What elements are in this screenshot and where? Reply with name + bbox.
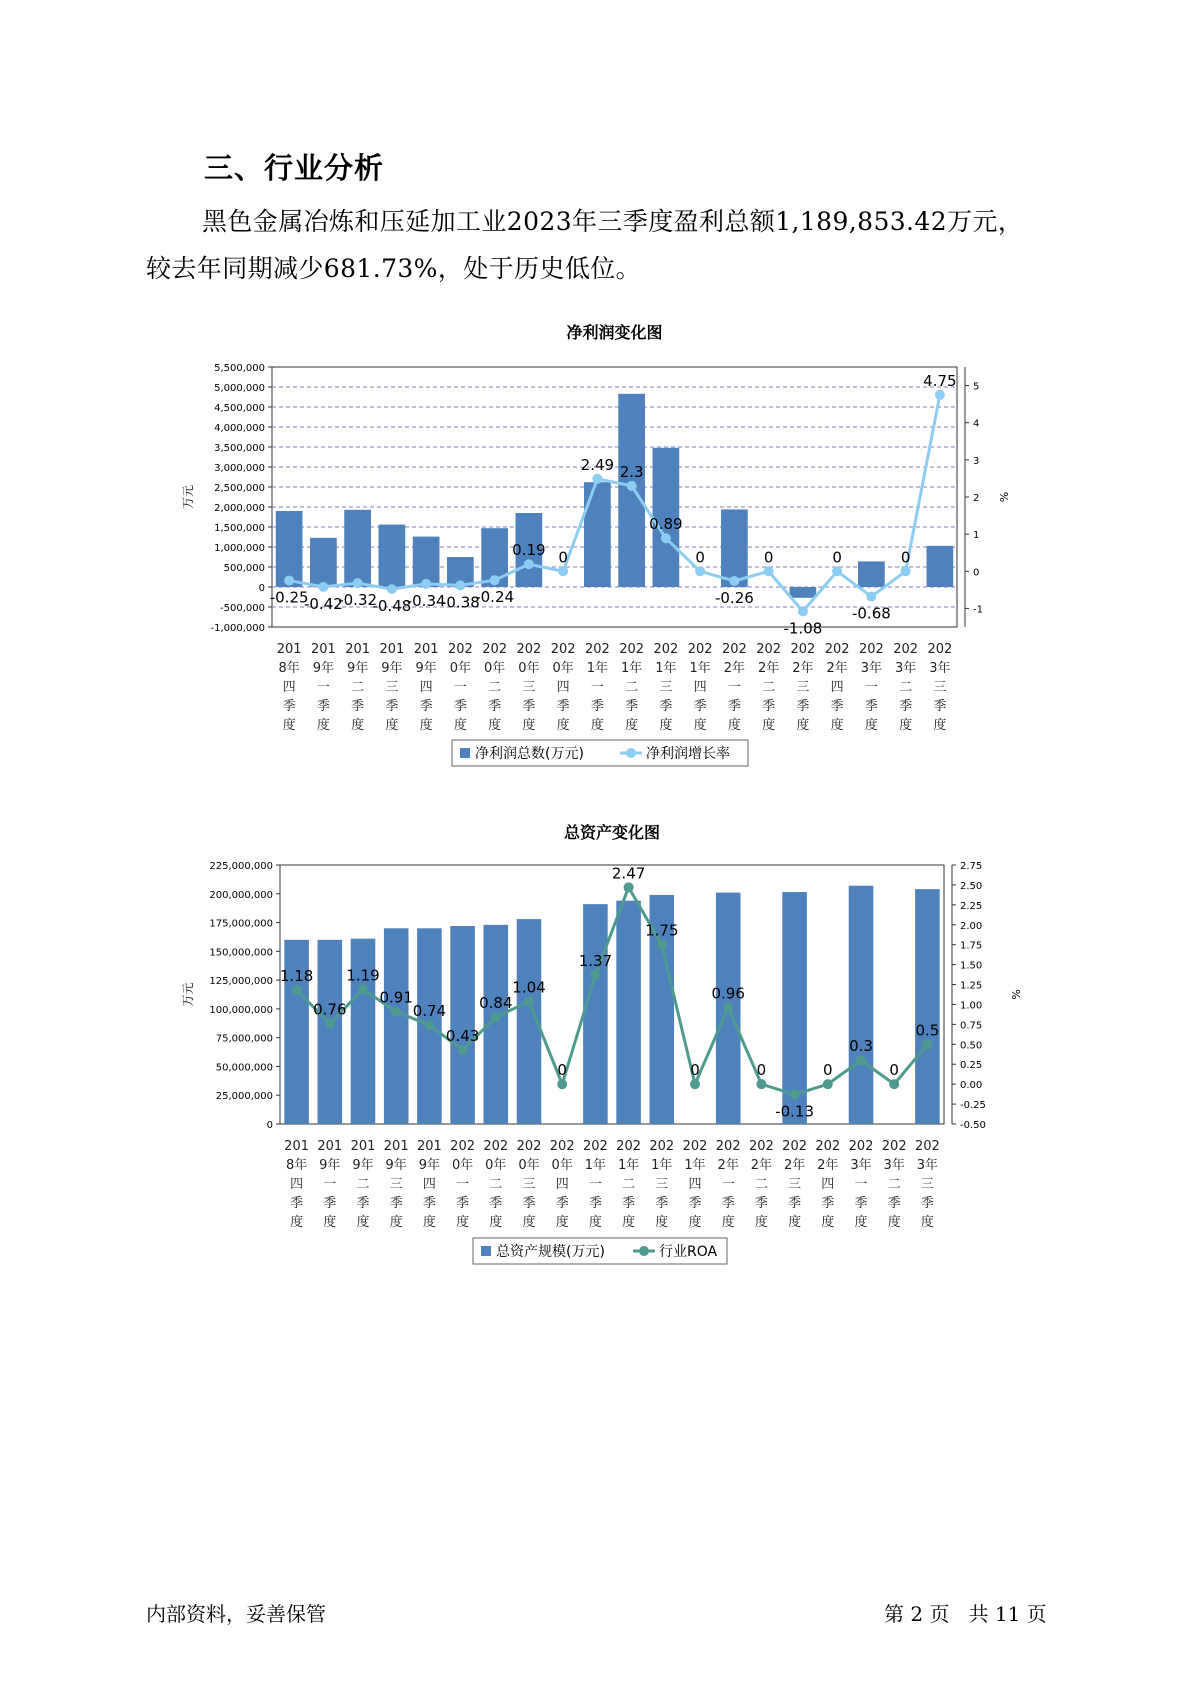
category-label-12: 202 1年三季度 <box>653 642 679 733</box>
category-label-3: 201 9年二季度 <box>350 1139 376 1230</box>
category-label-6: 202 0年一季度 <box>447 642 473 733</box>
y-tick-label: 200,000,000 <box>209 889 273 901</box>
legend-line-label: 净利润增长率 <box>646 746 730 762</box>
y2-tick-label: 2.50 <box>960 880 983 892</box>
line-point-10 <box>590 970 600 980</box>
y2-tick-label: 1.50 <box>960 960 983 972</box>
data-label-15: 0 <box>763 548 774 567</box>
bar-16 <box>782 892 807 1124</box>
category-label-2: 201 9年一季度 <box>317 1139 343 1230</box>
data-label-7: 0.84 <box>479 994 513 1013</box>
y2-tick-label: 5 <box>973 381 980 393</box>
bar-10 <box>583 904 608 1124</box>
data-label-15: 0 <box>756 1061 767 1080</box>
data-label-7: -0.24 <box>475 588 515 607</box>
data-label-10: 2.49 <box>580 455 615 474</box>
y2-tick-label: 1.00 <box>960 1000 983 1012</box>
line-point-14 <box>723 1003 733 1013</box>
category-label-13: 202 1年四季度 <box>682 1139 708 1230</box>
summary-paragraph: 黑色金属冶炼和压延加工业2023年三季度盈利总额1,189,853.42万元，较去年同期减少681.73%，处于历史低位。 <box>146 207 1024 283</box>
section-heading: 三、行业分析 <box>204 151 385 185</box>
y2-tick-label: 3 <box>973 455 980 467</box>
data-label-10: 1.37 <box>578 951 613 970</box>
category-label-14: 202 2年一季度 <box>715 1139 741 1230</box>
chart-title: 总资产变化图 <box>563 823 661 842</box>
y2-tick-label: 2.25 <box>960 900 983 912</box>
data-label-16: -0.13 <box>775 1102 815 1121</box>
y-tick-label: 100,000,000 <box>209 1004 273 1016</box>
y-tick-label: 2,000,000 <box>214 503 265 514</box>
y2-tick-label: 1.75 <box>960 940 983 952</box>
y2-tick-label: 0.00 <box>960 1080 983 1092</box>
line-point-9 <box>557 1079 567 1089</box>
bar-11 <box>616 901 641 1124</box>
category-label-14: 202 2年一季度 <box>721 642 747 733</box>
data-label-1: 1.18 <box>279 967 314 986</box>
y-tick-label: 3,500,000 <box>214 443 265 454</box>
data-label-17: 0 <box>823 1061 833 1080</box>
y-tick-label: 125,000,000 <box>209 976 273 988</box>
data-label-1: -0.25 <box>269 588 309 607</box>
line-point-19 <box>889 1079 899 1089</box>
data-label-14: 0.96 <box>711 984 745 1003</box>
line-point-2 <box>325 1019 335 1029</box>
data-label-2: 0.76 <box>313 1000 347 1019</box>
legend-bar-label: 总资产规模(万元) <box>496 1244 605 1260</box>
y2-axis-label: % <box>1009 989 1022 1000</box>
y-tick-label: 0 <box>258 583 265 594</box>
y-tick-label: 5,000,000 <box>214 383 265 394</box>
category-label-9: 202 0年四季度 <box>550 642 576 733</box>
y-tick-label: 225,000,000 <box>209 861 273 872</box>
category-label-19: 202 3年二季度 <box>893 642 919 733</box>
category-label-18: 202 3年一季度 <box>858 642 884 733</box>
y-tick-label: -1,000,000 <box>210 623 265 634</box>
data-label-6: 0.43 <box>445 1026 480 1045</box>
y-tick-label: 4,500,000 <box>214 403 265 414</box>
category-label-17: 202 2年四季度 <box>824 642 850 733</box>
data-label-4: -0.48 <box>372 597 412 616</box>
category-label-8: 202 0年三季度 <box>516 642 542 733</box>
line-point-4 <box>391 1007 401 1017</box>
line-point-20 <box>922 1039 932 1049</box>
data-label-14: -0.26 <box>714 588 754 607</box>
bar-18 <box>849 886 874 1124</box>
category-label-1: 201 8年四季度 <box>284 1139 310 1230</box>
category-label-1: 201 8年四季度 <box>276 642 302 733</box>
y2-tick-label: 2.00 <box>960 920 983 932</box>
line-point-1 <box>292 985 302 995</box>
data-label-11: 2.47 <box>611 864 646 883</box>
data-label-3: -0.32 <box>338 591 378 610</box>
data-label-3: 1.19 <box>346 966 380 985</box>
legend-line-label: 行业ROA <box>659 1244 718 1260</box>
data-label-20: 4.75 <box>923 371 957 390</box>
y2-tick-label: -1 <box>973 604 983 616</box>
y2-tick-label: 2.75 <box>960 861 983 872</box>
data-label-6: -0.38 <box>440 593 480 612</box>
y2-tick-label: 0.25 <box>960 1060 983 1072</box>
data-label-19: 0 <box>889 1061 899 1080</box>
y-tick-label: 5,500,000 <box>214 363 265 374</box>
data-label-11: 2.3 <box>619 462 644 481</box>
category-label-4: 201 9年三季度 <box>379 642 405 733</box>
legend-line-marker <box>639 1246 649 1256</box>
category-label-4: 201 9年三季度 <box>383 1139 409 1230</box>
data-label-4: 0.91 <box>379 988 413 1007</box>
y2-tick-label: -0.25 <box>960 1100 986 1112</box>
line-point-18 <box>856 1055 866 1065</box>
data-label-9: 0 <box>557 1061 567 1080</box>
category-label-20: 202 3年三季度 <box>927 642 953 733</box>
y-tick-label: 75,000,000 <box>215 1033 273 1045</box>
category-label-10: 202 1年一季度 <box>584 642 610 733</box>
category-label-18: 202 3年一季度 <box>848 1139 874 1230</box>
category-label-16: 202 2年三季度 <box>790 642 816 733</box>
y-tick-label: -500,000 <box>220 603 265 614</box>
data-label-9: 0 <box>558 548 568 567</box>
bar-20 <box>915 889 940 1124</box>
data-label-18: -0.68 <box>851 604 891 623</box>
y2-tick-label: 2 <box>973 493 980 504</box>
line-point-7 <box>491 1012 501 1022</box>
data-label-5: -0.34 <box>406 591 446 610</box>
y-tick-label: 4,000,000 <box>214 423 265 434</box>
category-label-20: 202 3年三季度 <box>914 1139 940 1230</box>
data-label-2: -0.42 <box>303 594 343 613</box>
line-point-5 <box>424 1020 434 1030</box>
line-point-15 <box>756 1079 766 1089</box>
category-label-16: 202 2年三季度 <box>782 1139 808 1230</box>
y-tick-label: 1,500,000 <box>214 523 265 534</box>
line-point-6 <box>458 1045 468 1055</box>
y2-tick-label: 0.50 <box>960 1040 983 1052</box>
category-label-8: 202 0年三季度 <box>516 1139 542 1230</box>
y-tick-label: 25,000,000 <box>215 1091 273 1103</box>
category-label-7: 202 0年二季度 <box>483 1139 509 1230</box>
bar-4 <box>384 928 409 1124</box>
y-tick-label: 1,000,000 <box>214 543 265 554</box>
legend-bar-swatch <box>481 1246 491 1256</box>
category-label-11: 202 1年二季度 <box>619 642 645 733</box>
category-label-2: 201 9年一季度 <box>310 642 336 733</box>
y-tick-label: 175,000,000 <box>209 918 273 930</box>
category-label-5: 201 9年四季度 <box>413 642 439 733</box>
legend-bar-label: 净利润总数(万元) <box>475 746 584 762</box>
data-label-17: 0 <box>832 548 842 567</box>
category-label-19: 202 3年二季度 <box>881 1139 907 1230</box>
line-point-8 <box>524 996 534 1006</box>
data-label-8: 1.04 <box>512 978 546 997</box>
category-label-9: 202 0年四季度 <box>549 1139 575 1230</box>
footer-confidential-note: 内部资料，妥善保管 <box>146 1602 326 1626</box>
y-tick-label: 0 <box>266 1120 273 1131</box>
category-label-17: 202 2年四季度 <box>815 1139 841 1230</box>
y-tick-label: 2,500,000 <box>214 483 265 494</box>
category-label-3: 201 9年二季度 <box>345 642 371 733</box>
data-label-12: 1.75 <box>645 921 679 940</box>
data-label-13: 0 <box>690 1061 700 1080</box>
line-point-12 <box>657 940 667 950</box>
data-label-12: 0.89 <box>649 515 683 534</box>
category-label-13: 202 1年四季度 <box>687 642 713 733</box>
chart-title: 净利润变化图 <box>566 323 663 342</box>
data-label-19: 0 <box>900 548 911 567</box>
data-label-8: 0.19 <box>512 541 546 560</box>
y-axis-label: 万元 <box>181 982 195 1007</box>
y2-tick-label: 1 <box>973 530 980 542</box>
category-label-6: 202 0年一季度 <box>450 1139 476 1230</box>
category-label-7: 202 0年二季度 <box>482 642 508 733</box>
category-label-10: 202 1年一季度 <box>582 1139 608 1230</box>
category-label-5: 201 9年四季度 <box>416 1139 442 1230</box>
line-point-16 <box>790 1090 800 1100</box>
line-point-3 <box>358 984 368 994</box>
y-axis-label: 万元 <box>181 484 195 510</box>
line-point-17 <box>823 1079 833 1089</box>
y2-axis-label: % <box>997 491 1010 503</box>
y2-tick-label: 0.75 <box>960 1020 983 1032</box>
data-label-5: 0.74 <box>412 1002 447 1021</box>
y-tick-label: 500,000 <box>223 563 265 574</box>
y2-tick-label: 4 <box>973 418 980 430</box>
data-label-16: -1.08 <box>783 619 823 638</box>
y-tick-label: 150,000,000 <box>209 947 273 959</box>
data-label-20: 0.5 <box>915 1021 940 1040</box>
bar-6 <box>450 926 475 1124</box>
category-label-15: 202 2年二季度 <box>756 642 782 733</box>
line-point-13 <box>690 1079 700 1089</box>
data-label-18: 0.3 <box>849 1037 873 1056</box>
category-label-15: 202 2年二季度 <box>748 1139 774 1230</box>
category-label-11: 202 1年二季度 <box>616 1139 642 1230</box>
y2-tick-label: -0.50 <box>960 1120 986 1131</box>
data-label-13: 0 <box>695 548 705 567</box>
y-tick-label: 3,000,000 <box>214 463 265 474</box>
footer-page-number: 第 2 页 共 11 页 <box>884 1602 1047 1626</box>
y-tick-label: 50,000,000 <box>215 1062 273 1074</box>
y2-tick-label: 1.25 <box>960 980 983 992</box>
category-label-12: 202 1年三季度 <box>649 1139 675 1230</box>
y2-tick-label: 0 <box>973 567 980 579</box>
bar-2 <box>318 940 343 1124</box>
line-point-11 <box>624 882 634 892</box>
